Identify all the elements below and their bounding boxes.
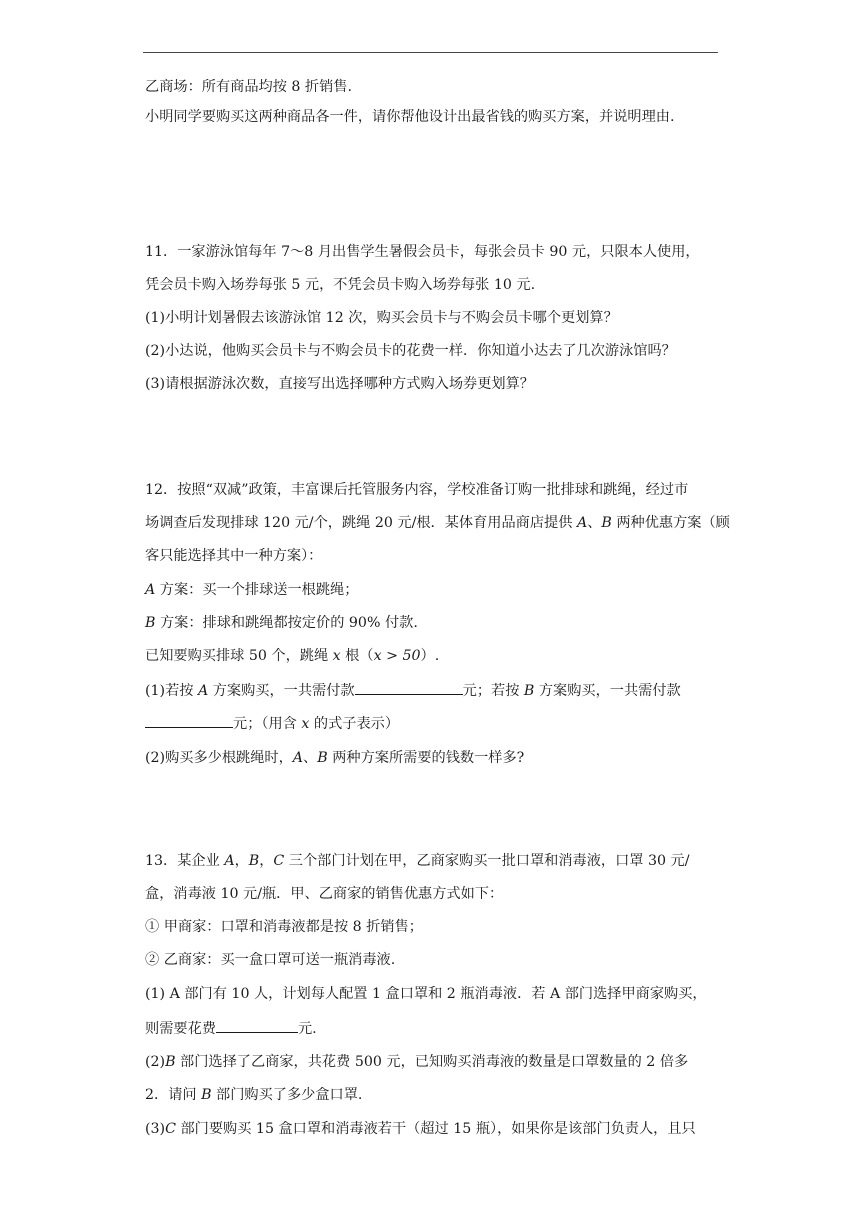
question-12-stem: 12．按照“双减”政策，丰富课后托管服务内容，学校准备订购一批排球和跳绳，经过市 xyxy=(145,482,689,498)
question-11-part-1: (1)小明计划暑假去该游泳馆 12 次，购买会员卡与不购会员卡哪个更划算？ xyxy=(145,310,618,326)
question-13-option-1: ① 甲商家：口罩和消毒液都是按 8 折销售； xyxy=(145,919,423,935)
question-13-stem: 盒，消毒液 10 元/瓶．甲、乙商家的销售优惠方式如下： xyxy=(145,886,504,902)
question-12-given: 已知要购买排球 50 个，跳绳 x 根（x > 50）. xyxy=(145,648,440,664)
question-13-part-3: (3)C 部门要购买 15 盒口罩和消毒液若干（超过 15 瓶），如果你是该部门负责人，且只 xyxy=(145,1121,696,1137)
question-13-part-1: 则需要花费 元. xyxy=(145,1018,317,1039)
question-13-stem: 13．某企业 A，B，C 三个部门计划在甲，乙商家购买一批口罩和消毒液，口罩 30 元/ xyxy=(145,853,690,869)
question-12-plan-b: B 方案：排球和跳绳都按定价的 90% 付款. xyxy=(145,615,418,631)
question-12-part-1: 元；（用含 x 的式子表示） xyxy=(145,713,399,734)
text-line: 乙商场：所有商品均按 8 折销售. xyxy=(145,79,352,95)
question-13-option-2: ② 乙商家：买一盒口罩可送一瓶消毒液. xyxy=(145,952,396,968)
answer-blank[interactable] xyxy=(145,713,233,728)
text-line: 小明同学要购买这两种商品各一件，请你帮他设计出最省钱的购买方案，并说明理由. xyxy=(145,109,675,125)
question-11-stem: 11．一家游泳馆每年 7～8 月出售学生暑假会员卡，每张会员卡 90 元，只限本人使用， xyxy=(145,244,700,260)
answer-blank[interactable] xyxy=(355,680,463,695)
question-11-stem: 凭会员卡购入场券每张 5 元，不凭会员卡购入场券每张 10 元. xyxy=(145,277,536,293)
question-11-part-2: (2)小达说，他购买会员卡与不购会员卡的花费一样．你知道小达去了几次游泳馆吗？ xyxy=(145,343,676,359)
question-12-part-1: (1)若按 A 方案购买，一共需付款 元；若按 B 方案购买，一共需付款 xyxy=(145,680,681,701)
question-12-stem: 场调查后发现排球 120 元/个，跳绳 20 元/根．某体育用品商店提供 A、B 两种优惠方案（顾 xyxy=(145,515,730,531)
answer-blank[interactable] xyxy=(216,1018,298,1033)
question-12-part-2: (2)购买多少根跳绳时，A、B 两种方案所需要的钱数一样多? xyxy=(145,750,525,766)
header-rule xyxy=(143,52,718,53)
question-13-part-2: 2．请问 B 部门购买了多少盒口罩. xyxy=(145,1087,363,1103)
question-11-part-3: (3)请根据游泳次数，直接写出选择哪种方式购入场券更划算？ xyxy=(145,376,534,392)
question-13-part-1: (1) A 部门有 10 人，计划每人配置 1 盒口罩和 2 瓶消毒液．若 A 部门选择甲商家购买， xyxy=(145,986,707,1002)
question-13-part-2: (2)B 部门选择了乙商家，共花费 500 元，已知购买消毒液的数量是口罩数量的 2 倍多 xyxy=(145,1054,689,1070)
question-12-plan-a: A 方案：买一个排球送一根跳绳； xyxy=(145,582,359,598)
question-12-stem: 客只能选择其中一种方案）： xyxy=(145,548,323,564)
